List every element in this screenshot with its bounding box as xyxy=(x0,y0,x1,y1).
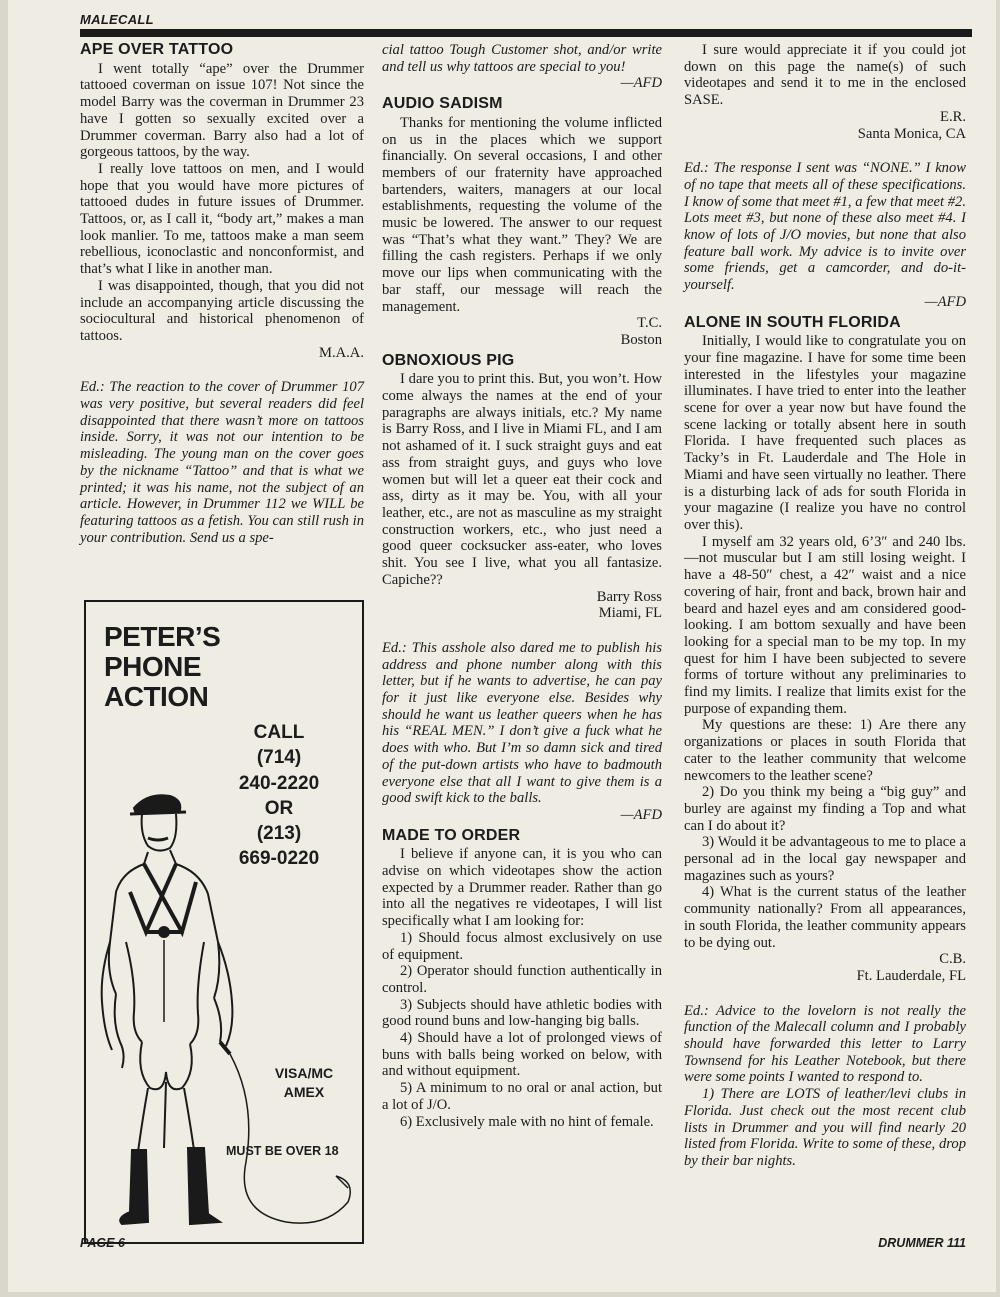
page-number: PAGE 6 xyxy=(80,1236,125,1250)
letter-location: Santa Monica, CA xyxy=(857,125,966,142)
editor-signature: —AFD xyxy=(620,806,662,823)
editor-reply: Ed.: Advice to the lovelorn is not really the function of the Malecall column and I probably should have forwarded this letter to Larry Townsend for his Leather Notebook, but there were some points I wanted to respond to. xyxy=(684,1002,966,1086)
letter-paragraph: 4) What is the current status of the leather community nationally? From all appearances, in south Florida, the leather community appears to be dying out. xyxy=(684,884,966,951)
list-item: 3) Subjects should have athletic bodies with good round buns and low-hanging big balls. xyxy=(382,996,662,1030)
letter-paragraph: I really love tattoos on men, and I would hope that you would have more pictures of tattooed dudes in future issues of Drummer. Tattoos, or, as I call it, “body art,” makes a man look manlier. To me, tattoos make a man seem rebellious, iconoclastic and nonconformist, and that’s what I like in another man. xyxy=(80,160,364,278)
list-item: 4) Should have a lot of prolonged views of buns with balls being worked on below, with and without equipment. xyxy=(382,1030,662,1080)
ad-payment-cards: VISA/MC AMEX xyxy=(274,1065,334,1100)
letter-paragraph: 2) Do you think my being a “big guy” and burley are against my finding a Top and what can I do about it? xyxy=(684,784,966,834)
letter-location: Ft. Lauderdale, FL xyxy=(856,967,966,984)
ad-title: PETER’S PHONE ACTION xyxy=(104,621,221,712)
letter-signature: E.R. xyxy=(940,108,966,125)
column-2 xyxy=(382,42,662,1130)
heading-obnoxious-pig: OBNOXIOUS PIG xyxy=(382,351,515,369)
issue-label: DRUMMER 111 xyxy=(878,1236,966,1250)
ad-phone-numbers: CALL (714) 240-2220 OR (213) 669-0220 xyxy=(238,722,320,870)
letter-paragraph: I believe if anyone can, it is you who can advise on which videotapes show the action expected by a Drummer reader. Rather than go into all the negatives re videotapes, I will list specifically what I am looking for: xyxy=(382,846,662,930)
heading-ape-over-tattoo: APE OVER TATTOO xyxy=(80,41,234,58)
letter-signature: C.B. xyxy=(939,951,966,968)
letter-location: Miami, FL xyxy=(598,605,662,622)
header-rule xyxy=(80,29,972,37)
editor-reply: Ed.: The response I sent was “NONE.” I know of no tape that meets all of these specifications. I know of some that meet #1, a few that meet #2. Lots meet #3, but none of these also meet #4. I know of lots of J/O movies, but none that also feature ball work. My advice is to invite over some friends, get a camcorder, and do-it-yourself. xyxy=(684,160,966,294)
column-3 xyxy=(684,42,966,1170)
editor-signature: —AFD xyxy=(924,293,966,310)
editor-reply-continued: cial tattoo Tough Customer shot, and/or write and tell us why tattoos are special to you! xyxy=(382,42,662,75)
editor-reply: 1) There are LOTS of leather/levi clubs in Florida. Just check out the most recent club lists in Drummer and you will find nearly 20 listed from Florida. Write to some of these, drop by their bar nights. xyxy=(684,1086,966,1169)
letter-paragraph: I sure would appreciate it if you could jot down on this page the name(s) of such videotapes and send it to me in the enclosed SASE. xyxy=(684,42,966,109)
editor-reply: Ed.: The reaction to the cover of Drummer 107 was very positive, but several readers did feel disappointed that there wasn’t more on tattoos inside. Sorry, it was not our intention to be misleading. The young man on the cover goes by the nickname “Tattoo” and that is what we printed; it was his name, not the subject of an article. However, in Drummer 112 we WILL be featuring tattoos as a fetish. You can still rush in your contribution. Send us a spe- xyxy=(80,379,364,546)
letter-paragraph: I went totally “ape” over the Drummer tattooed coverman on issue 107! Not since the model Barry was the coverman in Drummer 23 have I gotten so sexually excited over a Drummer coverman. Barry also had a lot of gorgeous tattoos, by the way. xyxy=(80,60,364,161)
list-item: 1) Should focus almost exclusively on use of equipment. xyxy=(382,929,662,963)
letter-paragraph: I was disappointed, though, that you did not include an accompanying article discussing the sociocultural and historical phenomenon of tattoos. xyxy=(80,277,364,344)
magazine-page xyxy=(8,0,996,1292)
section-label: MALECALL xyxy=(80,12,154,27)
phone-ad xyxy=(84,600,364,1244)
letter-paragraph: Thanks for mentioning the volume inflicted on us in the places which we support financially. On several occasions, I and other members of our fraternity have approached bartenders, waiters, managers at our local establishments, requesting the volume of the music be lowered. The answer to our request was “That’s what they want.” They? We are filling the cash registers. Perhaps if we only move our lips when communicating with the bar staff, our message will reach the management. xyxy=(382,114,662,315)
letter-signature: Barry Ross xyxy=(596,588,662,605)
ad-age-notice: MUST BE OVER 18 xyxy=(226,1144,339,1158)
list-item: 6) Exclusively male with no hint of female. xyxy=(400,1113,654,1130)
list-item: 5) A minimum to no oral or anal action, but a lot of J/O. xyxy=(382,1080,662,1113)
letter-paragraph: Initially, I would like to congratulate you on your fine magazine. I have for some time been interested in the lifestyles your magazine illuminates. I have tried to enter into the leather scene for over a year now but have found the scene lacking or totally absent here in south Florida. I have frequented such places as Tacky’s in Ft. Lauderdale and The Hole in Miami and have seen virtually no leather. There is a disturbing lack of ads for south Florida in your magazine (I realize you have no control over this). xyxy=(684,333,966,533)
list-item: 2) Operator should function authentically in control. xyxy=(382,963,662,996)
letter-paragraph: My questions are these: 1) Are there any organizations or places in south Florida that cater to the leather community that welcome newcomers to the leather scene? xyxy=(684,717,966,784)
letter-signature: M.A.A. xyxy=(319,344,364,361)
letter-paragraph: 3) Would it be advantageous to me to place a personal ad in the local gay newspaper and magazines such as yours? xyxy=(684,834,966,884)
editor-signature: —AFD xyxy=(620,75,662,92)
column-1 xyxy=(80,42,364,546)
letter-location: Boston xyxy=(620,331,662,348)
letter-paragraph: I dare you to print this. But, you won’t. How come always the names at the end of your paragraphs are always initials, etc.? My name is Barry Ross, and I live in Miami FL, and I am not ashamed of it. I suck straight guys and eat ass from straight guys, and guys who love women but will let a queer eat their cock and ass, dirty as it may be. You, with all your leather, etc., are not as masculine as my straight construction workers, etc., who just need a good queer cocksucker ass-eater, who loves shit. You see I live, what you all fantasize. Capiche?? xyxy=(382,371,662,588)
letter-paragraph: I myself am 32 years old, 6’3″ and 240 lbs.—not muscular but I am still losing weight. I have a 48-50″ chest, a 42″ waist and a nice covering of hair, front and back, brown hair and beard and hazel eyes and am considered good-looking. I am bottom sexually and have been looking for a special man to be my top. In my quest for him I have been subjected to severe forms of torture without any preliminaries to find my limits. I realize that limits exist for the purpose of expanding them. xyxy=(684,533,966,717)
heading-made-to-order: MADE TO ORDER xyxy=(382,826,521,844)
heading-audio-sadism: AUDIO SADISM xyxy=(382,95,503,113)
letter-signature: T.C. xyxy=(637,315,662,332)
editor-reply: Ed.: This asshole also dared me to publish his address and phone number along with this letter, but if he wants to advertise, he can pay for it just like everyone else. Besides why should he want us leather queers when he has his “REAL MEN.” I don’t give a fuck what he does with who. But I’m so damn sick and tired of the put-down artists who have to badmouth everyone else that all I want to give them is a good swift kick to the balls. xyxy=(382,639,662,807)
heading-alone-in-south-florida: ALONE IN SOUTH FLORIDA xyxy=(684,313,901,331)
